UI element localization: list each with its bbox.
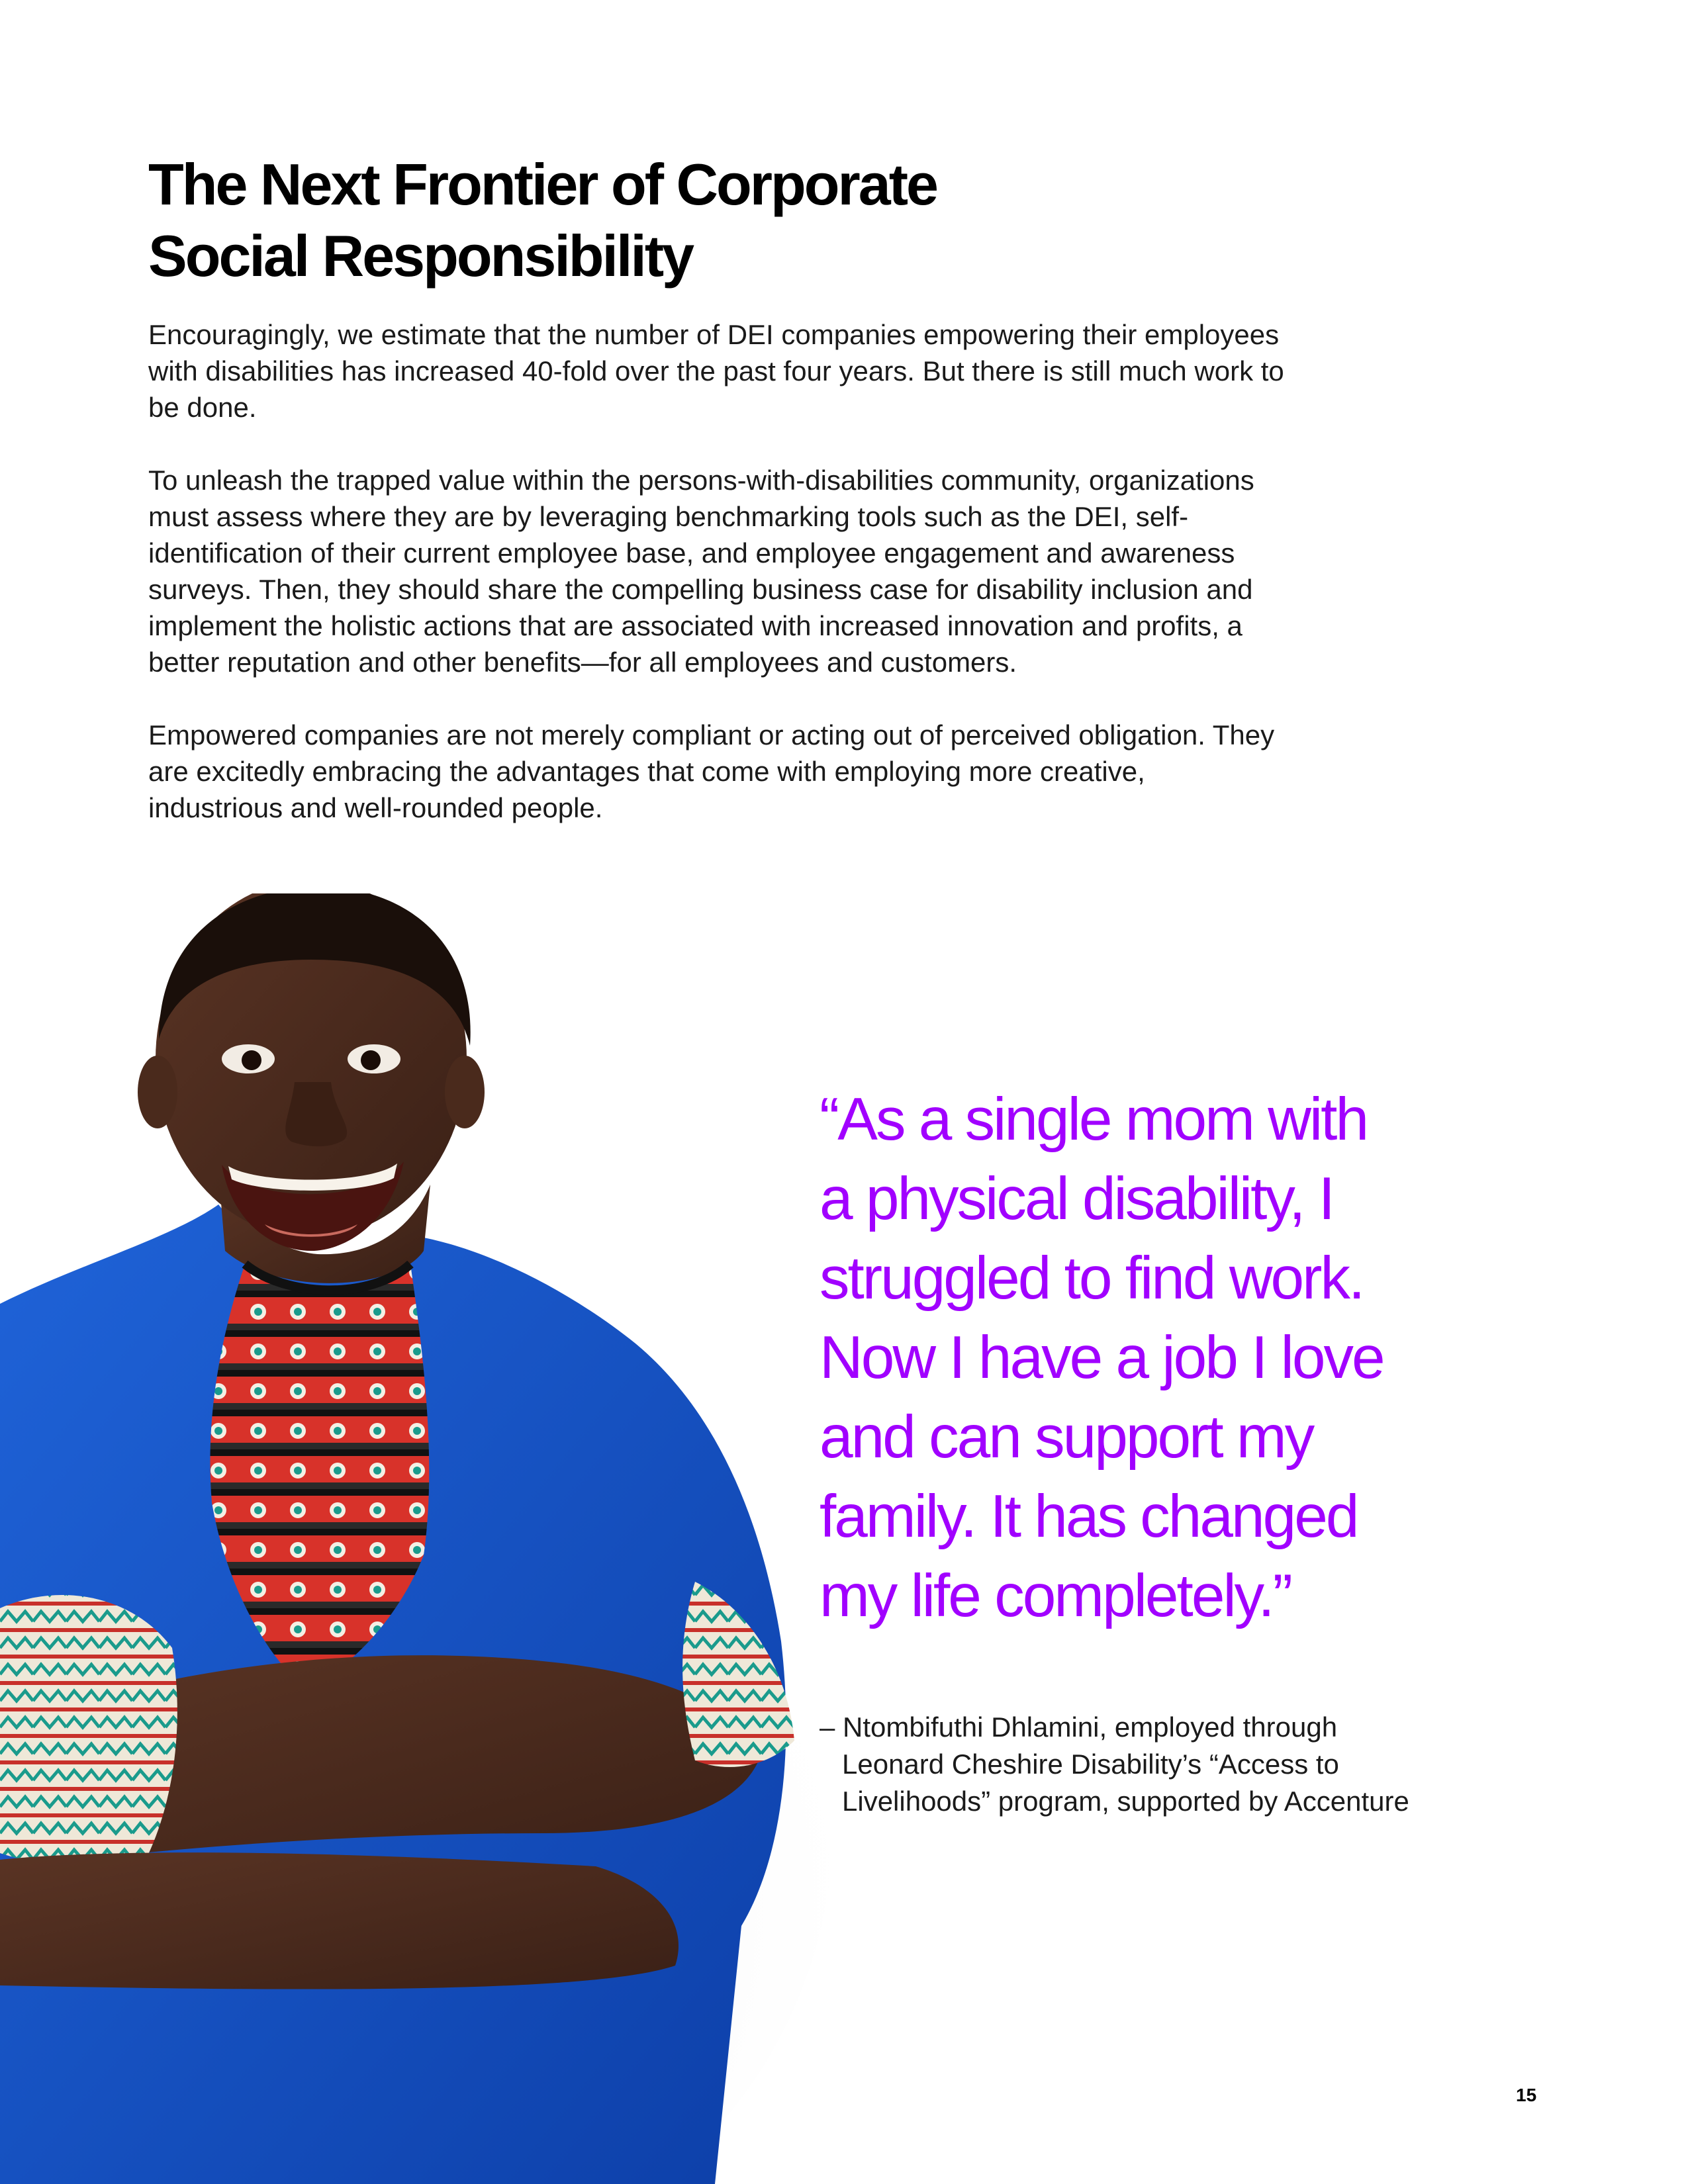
quote-line: a physical disability, I — [820, 1165, 1334, 1232]
portrait-photo-icon — [0, 893, 834, 2184]
page-title-line-2: Social Responsibility — [148, 223, 693, 289]
quote-line: “As a single mom with — [820, 1086, 1368, 1153]
paragraph-actions: To unleash the trapped value within the persons-with-disabilities community, organizations must assess where they are by leveraging benchmarking tools such as the DEI, self-identification of their current employee base, and employee engagement and awareness surveys. Then, they should share the compelling business case for disability inclusion and implement the holistic actions that are associated with increased innovation and profits, a better reputation and other benefits—for all employees and customers. — [148, 465, 1254, 678]
attribution-line-1: – Ntombifuthi Dhlamini, employed through — [820, 1711, 1338, 1743]
paragraph-empowered: Empowered companies are not merely compliant or acting out of perceived obligation. They are excitedly embracing the advantages that come with employing more creative, industrious and well-rounded people. — [148, 719, 1275, 823]
paragraph-intro: Encouragingly, we estimate that the number of DEI companies empowering their employees with disabilities has increased 40-fold over the past four years. But there is still much work to be done. — [148, 319, 1284, 423]
attribution-line-2: Leonard Cheshire Disability’s “Access to — [842, 1749, 1339, 1780]
attribution-line-3: Livelihoods” program, supported by Accenture — [842, 1786, 1409, 1817]
quote-line: family. It has changed — [820, 1483, 1358, 1550]
body-text — [148, 316, 1287, 862]
page-title-line-1: The Next Frontier of Corporate — [148, 152, 937, 217]
quote-line: my life completely.” — [820, 1563, 1291, 1629]
quote-attribution — [820, 1709, 1581, 1820]
quote-line: Now I have a job I love — [820, 1324, 1383, 1391]
page-number: 15 — [1516, 2085, 1537, 2105]
page-title — [148, 149, 1340, 292]
quote-line: and can support my — [820, 1404, 1313, 1471]
quote-line: struggled to find work. — [820, 1245, 1364, 1312]
pull-quote — [820, 1080, 1614, 1636]
